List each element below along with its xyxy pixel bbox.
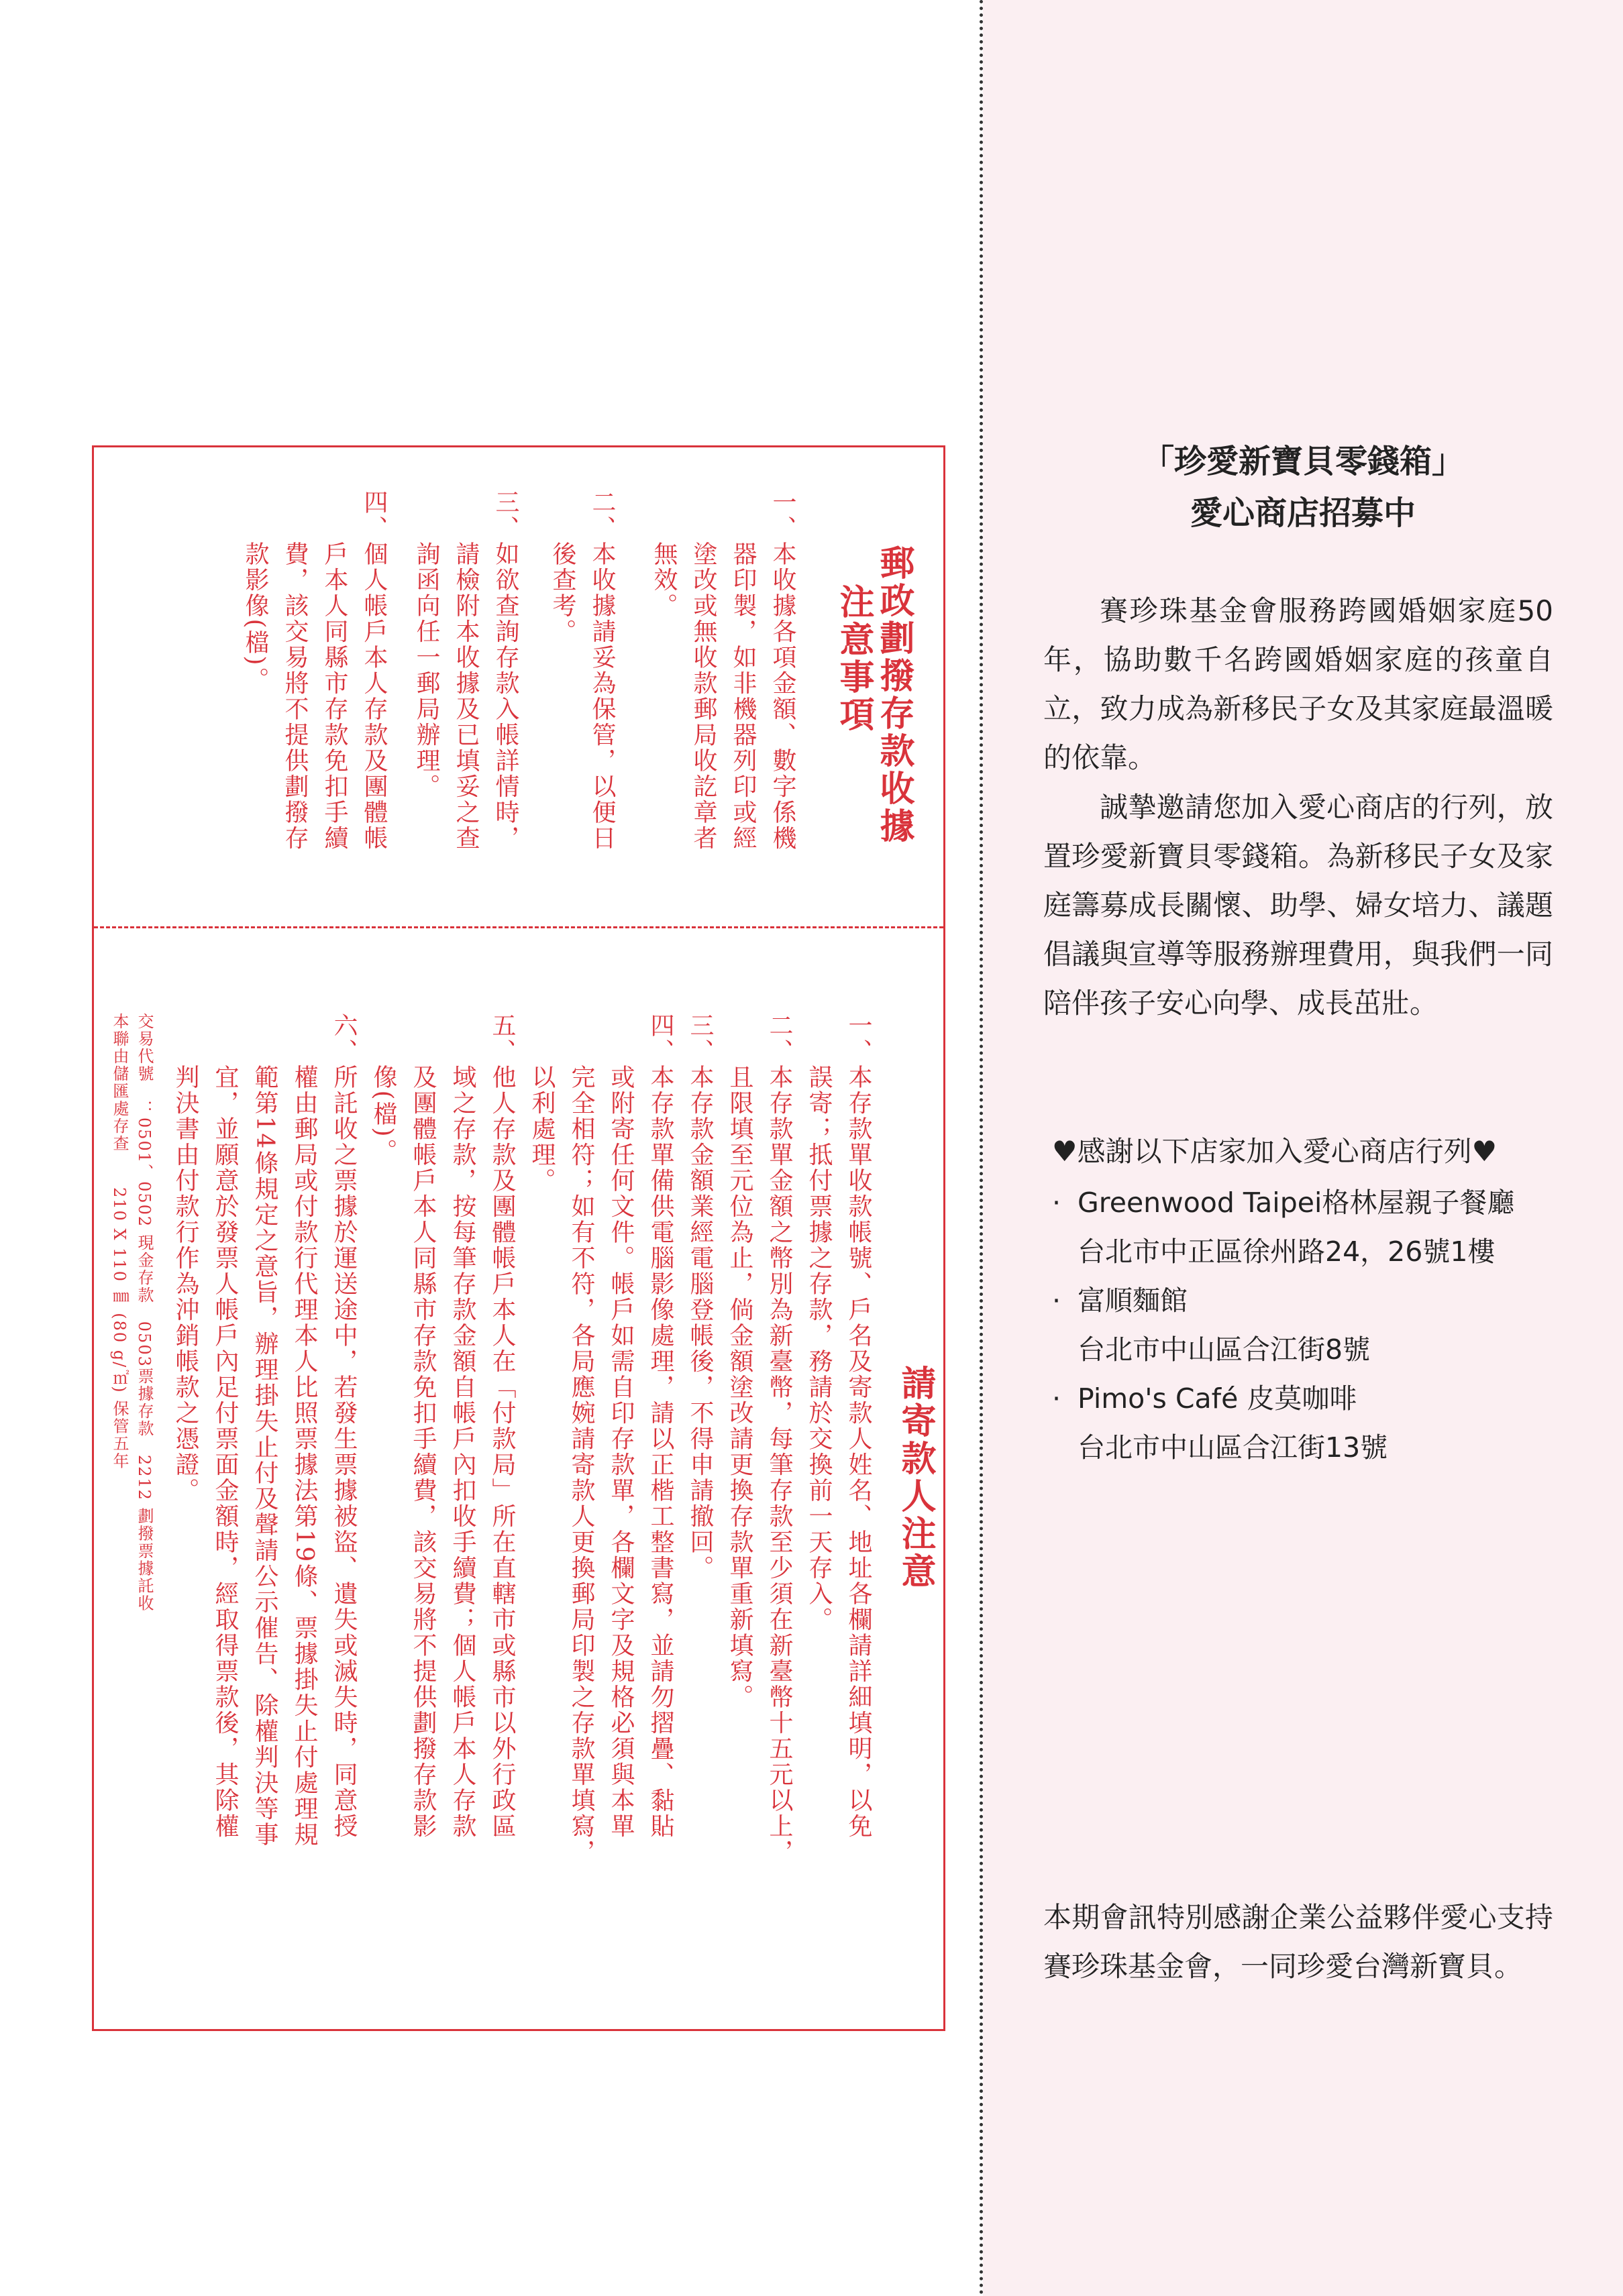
top-note-line: 無效。 xyxy=(650,490,678,619)
depositor-note-line: 及團體帳戶本人同縣市存款免扣手續費，該交易將不提供劃撥存款影 xyxy=(409,1013,437,1839)
depositor-note-line: 六、所託收之票據於運送途中，若發生票據被盜、遺失或滅失時，同意授 xyxy=(330,1013,358,1839)
depositor-note-line: 判決書由付款行作為沖銷帳款之憑證。 xyxy=(172,1013,199,1504)
campaign-subtitle: 愛心商店招募中 xyxy=(1190,494,1416,532)
top-note-line: 四、個人帳戶本人存款及團體帳 xyxy=(360,490,388,851)
top-note-line: 塗改或無收款郵局收訖章者 xyxy=(690,490,717,851)
shop-name: Pimo's Café 皮莫咖啡 xyxy=(1078,1382,1357,1415)
thanks-heading: ♥感謝以下店家加入愛心商店行列♥ xyxy=(1052,1135,1498,1168)
top-note-line: 後查考。 xyxy=(549,490,576,645)
receipt-subtitle: 注意事項 xyxy=(833,584,874,734)
depositor-note-line: 且限填至元位為止，倘金額塗改請更換存款單重新填寫。 xyxy=(726,1013,753,1710)
depositor-note-line: 像(檔)。 xyxy=(370,1013,397,1164)
top-note-line: 戶本人同縣市存款免扣手續 xyxy=(321,490,348,851)
bullet-icon: · xyxy=(1052,1382,1061,1415)
bullet-icon: · xyxy=(1052,1284,1061,1317)
depositor-note-line: 三、本存款金額業經電腦登帳後，不得申請撤回。 xyxy=(686,1013,714,1581)
depositor-note-line: 以利處理。 xyxy=(528,1013,556,1194)
depositor-note-line: 完全相符；如有不符，各局應婉請寄款人更換郵局印製之存款單填寫， xyxy=(568,1013,595,1865)
top-note-line: 三、如欲查詢存款入帳詳情時， xyxy=(492,490,519,851)
shop-address: 台北市中山區合江街13號 xyxy=(1078,1431,1388,1464)
top-note-line: 款影像(檔)。 xyxy=(242,490,269,693)
receipt-title: 郵政劃撥存款收據 xyxy=(874,545,914,845)
shop-address: 台北市中山區合江街8號 xyxy=(1078,1333,1371,1366)
sponsor-thanks-paragraph: 本期會訊特別感謝企業公益夥伴愛心支持賽珍珠基金會，一同珍愛台灣新寶貝。 xyxy=(1043,1901,1553,1983)
top-note-line: 一、本收據各項金額、數字係機 xyxy=(769,490,796,851)
depositor-note-line: 一、本存款單收款帳號、戶名及寄款人姓名、地址各欄請詳細填明，以免 xyxy=(845,1013,872,1839)
depositor-note-line: 五、他人存款及團體帳戶本人在「付款局」所在直轄市或縣市以外行政區 xyxy=(488,1013,516,1839)
depositor-note-line: 宜，並願意於發票人帳戶內足付票面金額時，經取得票款後，其除權 xyxy=(211,1013,239,1839)
top-note-line: 二、本收據請妥為保管，以便日 xyxy=(588,490,616,851)
shop-item xyxy=(1052,1278,1371,1366)
depositor-note-line: 誤寄；抵付票據之存款，務請於交換前一天存入。 xyxy=(805,1013,833,1633)
shop-item xyxy=(1052,1181,1515,1268)
top-note-line: 請檢附本收據及已填妥之查 xyxy=(452,490,480,851)
depositor-note-line: 域之存款，按每筆存款金額自帳戶內扣收手續費；個人帳戶本人存款 xyxy=(449,1013,476,1839)
top-note-line: 詢函向任一郵局辦理。 xyxy=(413,490,440,800)
invitation-paragraph: 誠摯邀請您加入愛心商店的行列，放置珍愛新寶貝零錢箱。為新移民子女及家庭籌募成長關懷、助學、婦女培力、議題倡議與宣導等服務辦理費用，與我們一同陪伴孩子安心向學、成長茁壯。 xyxy=(1043,791,1553,1020)
shop-address: 台北市中正區徐州路24，26號1樓 xyxy=(1078,1236,1496,1268)
transaction-code-footer: 交易代號 ：0501、0502 現金存款 0503票據存款 2212 劃撥票據託收 xyxy=(135,1013,154,1612)
foundation-intro-paragraph: 賽珍珠基金會服務跨國婚姻家庭50年，協助數千名跨國婚姻家庭的孩童自立，致力成為新移民子女及其家庭最溫暖的依靠。 xyxy=(1043,594,1553,774)
archive-note-footer: 本聯由儲匯處存查 210 X 110 ㎜ (80 g/㎡) 保管五年 xyxy=(110,1013,129,1470)
depositor-note-line: 權由郵局或付款行代理本人比照票據法第19條、票據掛失止付處理規 xyxy=(291,1013,318,1848)
receipt-fold-line xyxy=(94,926,943,928)
campaign-title: 「珍愛新寶貝零錢箱」 xyxy=(1141,443,1464,480)
depositor-note-line: 範第14條規定之意旨，辦理掛失止付及聲請公示催告、除權判決等事 xyxy=(251,1013,278,1848)
shop-name: 富順麵館 xyxy=(1078,1284,1188,1317)
top-note-line: 費，該交易將不提供劃撥存 xyxy=(281,490,309,851)
bullet-icon: · xyxy=(1052,1187,1061,1219)
depositor-note-line: 二、本存款單金額之幣別為新臺幣，每筆存款至少須在新臺幣十五元以上， xyxy=(766,1013,793,1865)
depositor-note-line: 或附寄任何文件。帳戶如需自印存款單，各欄文字及規格必須與本單 xyxy=(607,1013,635,1839)
top-note-line: 器印製，如非機器列印或經 xyxy=(729,490,757,851)
dotted-cut-line xyxy=(980,0,983,2296)
depositor-note-line: 四、本存款單備供電腦影像處理，請以正楷工整書寫，並請勿摺疊、黏貼 xyxy=(647,1013,674,1839)
shop-item xyxy=(1052,1376,1388,1464)
shop-name: Greenwood Taipei格林屋親子餐廳 xyxy=(1078,1187,1515,1219)
depositor-notice-title: 請寄款人注意 xyxy=(895,1365,936,1590)
